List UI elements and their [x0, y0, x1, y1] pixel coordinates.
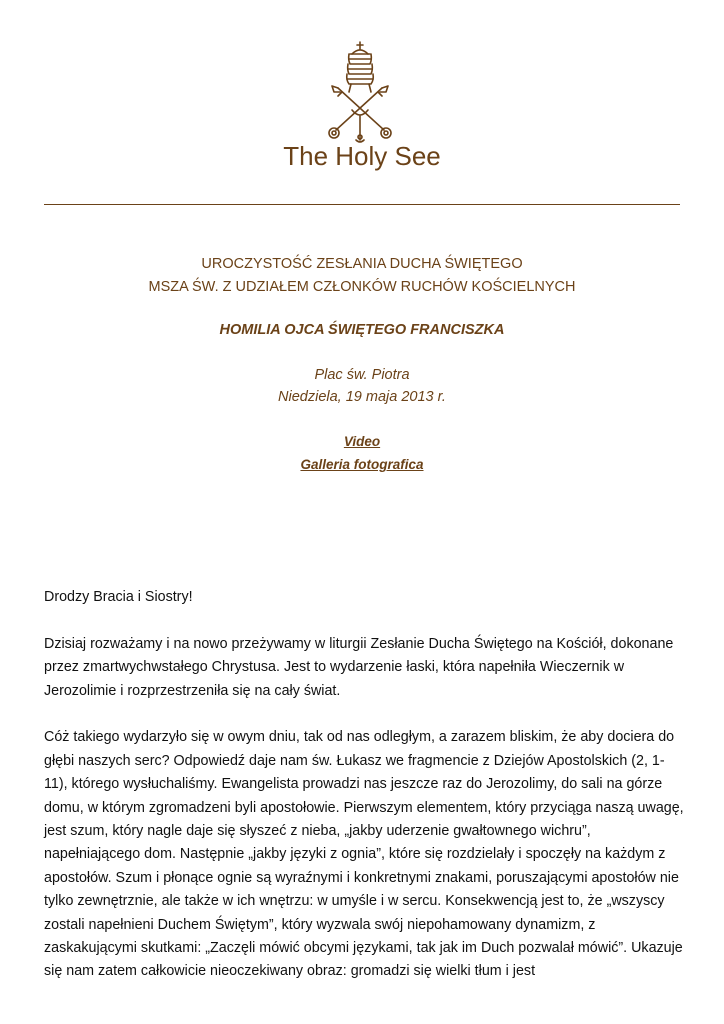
video-link-row — [0, 430, 724, 454]
paragraph: Dzisiaj rozważamy i na nowo przeżywamy w liturgii Zesłanie Ducha Świętego na Kościół, dokonane przez zmartwychwstałego Chrystusa. Jest to wydarzenie łaski, która napełniła Wieczernik w Jerozolimie i rozprzestrzeniła się na cały świat. — [44, 635, 674, 699]
homily-body — [44, 586, 684, 1007]
event-date: Niedziela, 19 maja 2013 r. — [278, 389, 446, 405]
event-subtitle: MSZA ŚW. Z UDZIAŁEM CZŁONKÓW RUCHÓW KOŚCIELNYCH — [148, 279, 576, 295]
photo-gallery-link[interactable]: Galleria fotografica — [300, 457, 424, 472]
greeting: Drodzy Bracia i Siostry! — [44, 589, 193, 605]
site-title: The Holy See — [283, 141, 441, 171]
gallery-link-row — [0, 453, 724, 477]
header-divider — [44, 204, 680, 205]
paragraph: Cóż takiego wydarzyło się w owym dniu, tak od nas odległym, a zarazem bliskim, że aby dociera do głębi naszych serc? Odpowiedź daje nam św. Łukasz we fragmencie z Dziejów Apostolskich (2, 1-11), którego wysłuchaliśmy. Ewangelista prowadzi nas jeszcze raz do Jerozolimy, do sali na górze domu, w którym zgromadzeni byli apostołowie. Pierwszym elementem, który przyciąga naszą uwagę, jest szum, który nagle daje się słyszeć z nieba, „jakby uderzenie gwałtownego wichru”, napełniającego dom. Następnie „jakby języki z ognia”, które się rozdzielały i spoczęły na każdym z apostołów. Szum i płonące ognie są wyraźnymi i konkretnymi znakami, poruszającymi apostołów nie tylko zewnętrznie, ale także w ich wnętrzu: w umyśle i w sercu. Konsekwencją jest to, że „wszyscy zostali napełnieni Duchem Świętym”, który wyzwala swój niepohamowany dynamizm, z zaskakującymi skutkami: „Zaczęli mówić obcymi językami, tak jak im Duch pozwalał mówić”. Ukazuje się nam zatem całkowicie nieoczekiwany obraz: gromadzi się wielki tłum i jest — [44, 729, 684, 980]
homily-title: HOMILIA OJCA ŚWIĘTEGO FRANCISZKA — [219, 322, 505, 338]
event-title: UROCZYSTOŚĆ ZESŁANIA DUCHA ŚWIĘTEGO — [201, 256, 523, 272]
event-place: Plac św. Piotra — [314, 367, 410, 383]
video-link[interactable]: Video — [343, 434, 381, 449]
papal-coat-of-arms-icon — [322, 40, 398, 146]
